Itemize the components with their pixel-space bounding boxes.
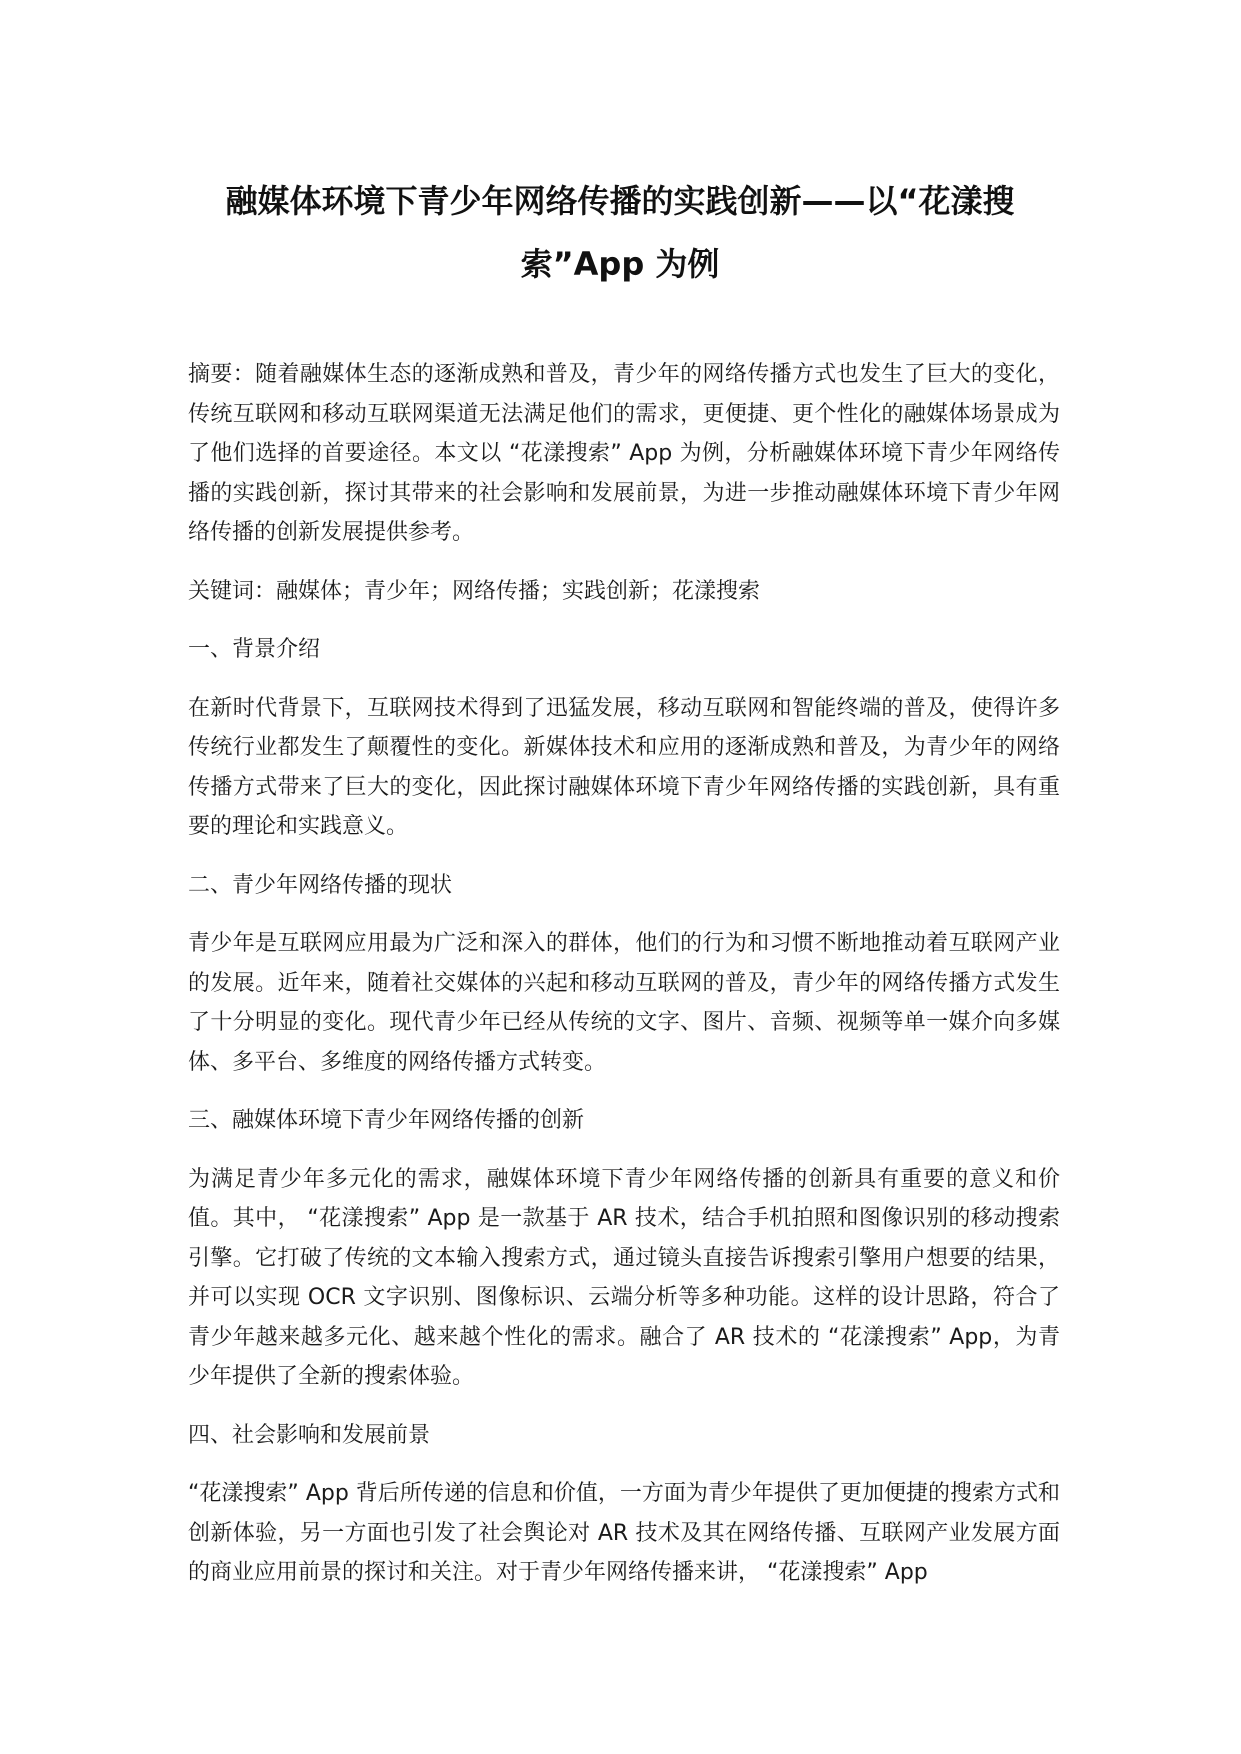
document-title: 融媒体环境下青少年网络传播的实践创新——以“花漾搜索”App 为例 [225, 182, 1015, 283]
section-heading: 二、青少年网络传播的现状 [188, 872, 453, 898]
keywords-line: 关键词：融媒体；青少年；网络传播；实践创新；花漾搜索 [188, 578, 761, 604]
abstract-paragraph: 摘要：随着融媒体生态的逐渐成熟和普及，青少年的网络传播方式也发生了巨大的变化，传统互联网和移动互联网渠道无法满足他们的需求，更便捷、更个性化的融媒体场景成为了他们选择的首要途径。本文以 “花漾搜索” App 为例，分析融媒体环境下青少年网络传播的实践创新，探讨其带来的社会影响和发展前景，为进一步推动融媒体环境下青少年网络传播的创新发展提供参考。 [188, 362, 1060, 545]
section-heading: 四、社会影响和发展前景 [188, 1422, 431, 1448]
section-paragraph: 为满足青少年多元化的需求，融媒体环境下青少年网络传播的创新具有重要的意义和价值。其中， “花漾搜索” App 是一款基于 AR 技术，结合手机拍照和图像识别的移动搜索引擎。它打破了传统的文本输入搜索方式，通过镜头直接告诉搜索引擎用户想要的结果，并可以实现 OCR 文字识别、图像标识、云端分析等多种功能。这样的设计思路，符合了青少年越来越多元化、越来越个性化的需求。融合了 AR 技术的 “花漾搜索” App，为青少年提供了全新的搜索体验。 [188, 1166, 1060, 1389]
section-paragraph: 在新时代背景下，互联网技术得到了迅猛发展，移动互联网和智能终端的普及，使得许多传统行业都发生了颠覆性的变化。新媒体技术和应用的逐渐成熟和普及，为青少年的网络传播方式带来了巨大的变化，因此探讨融媒体环境下青少年网络传播的实践创新，具有重要的理论和实践意义。 [188, 695, 1060, 839]
document-body [188, 355, 1060, 1612]
section-heading: 一、背景介绍 [188, 637, 321, 662]
section-paragraph: “花漾搜索” App 背后所传递的信息和价值，一方面为青少年提供了更加便捷的搜索方式和创新体验，另一方面也引发了社会舆论对 AR 技术及其在网络传播、互联网产业发展方面的商业应用前景的探讨和关注。对于青少年网络传播来讲， “花漾搜索” App [188, 1481, 1060, 1585]
section-paragraph: 青少年是互联网应用最为广泛和深入的群体，他们的行为和习惯不断地推动着互联网产业的发展。近年来，随着社交媒体的兴起和移动互联网的普及，青少年的网络传播方式发生了十分明显的变化。现代青少年已经从传统的文字、图片、音频、视频等单一媒介向多媒体、多平台、多维度的网络传播方式转变。 [188, 931, 1060, 1075]
section-heading: 三、融媒体环境下青少年网络传播的创新 [188, 1108, 585, 1133]
